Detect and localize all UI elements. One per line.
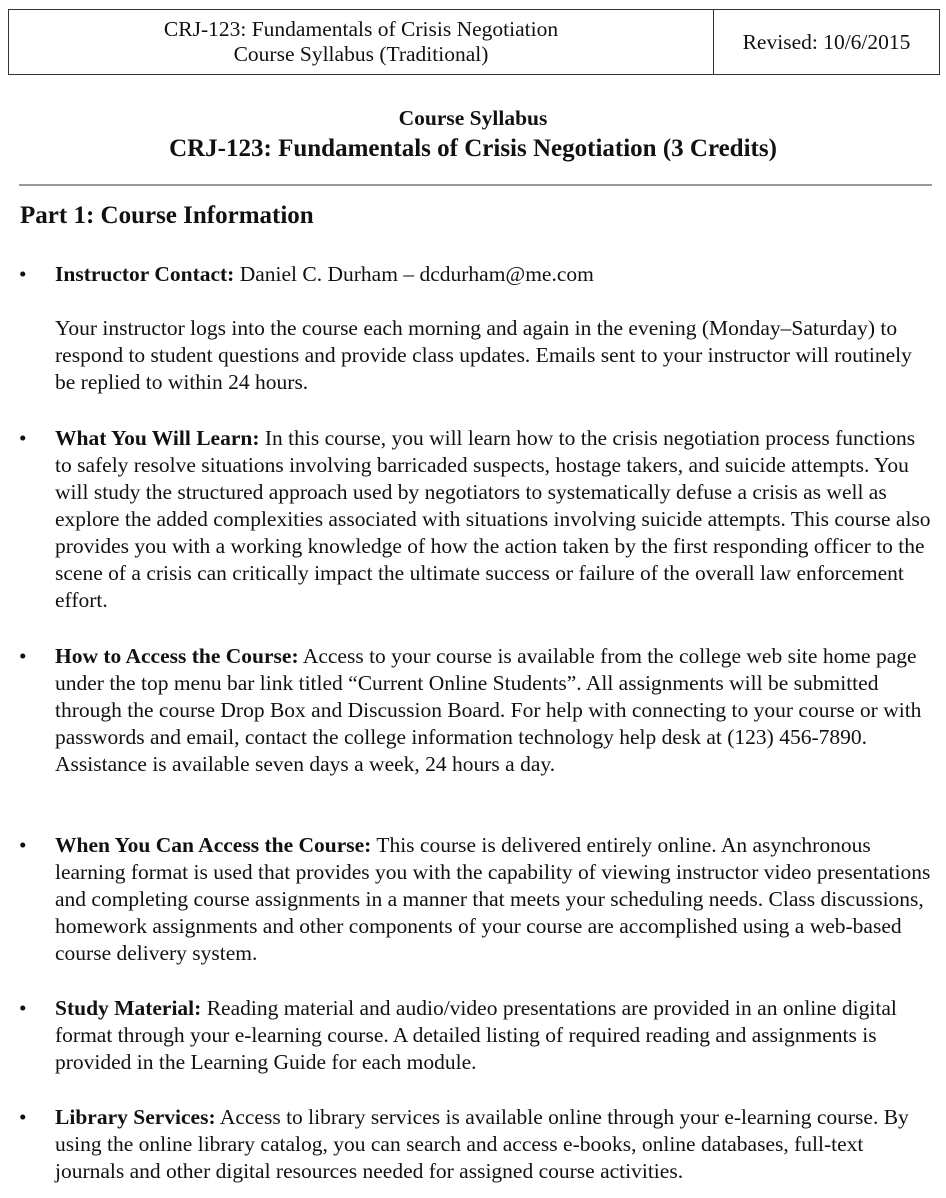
item-text xyxy=(55,643,935,778)
item-text xyxy=(55,1104,935,1185)
title-subheading: Course Syllabus xyxy=(398,106,548,130)
header-revised-date: Revised: 10/6/2015 xyxy=(742,29,911,54)
bullet-icon: • xyxy=(19,833,27,857)
item-body: Access to your course is available from the college web site home page under the top menu bar link titled “Current Online Students”. All assignments will be submitted through the course Drop Box and Discussion Board. For help with connecting to your course or with passwords and email, contact the college information technology help desk at (123) 456-7890. Assistance is available seven days a week, 24 hours a day. xyxy=(55,644,922,776)
bullet-icon: • xyxy=(19,262,27,286)
header-course-title: CRJ-123: Fundamentals of Crisis Negotiation xyxy=(163,17,559,41)
item-text xyxy=(55,425,935,614)
part1-heading: Part 1: Course Information xyxy=(20,202,314,229)
document-header xyxy=(8,9,940,75)
item-body: Reading material and audio/video presentations are provided in an online digital format through your e-learning course. A detailed listing of required reading and assignments is provided in the Learning Guide for each module. xyxy=(55,996,897,1074)
header-course-info xyxy=(9,10,714,74)
item-label: When You Can Access the Course: xyxy=(55,833,372,857)
bullet-icon: • xyxy=(19,1105,27,1129)
item-body: In this course, you will learn how to the crisis negotiation process functions to safely resolve situations involving barricaded suspects, hostage takers, and suicide attempts. You will study the structured approach used by negotiators to systematically defuse a crisis as well as explore the added complexities associated with situations involving suicide attempts. This course also provides you with a working knowledge of how the action taken by the first responding officer to the scene of a crisis can critically impact the ultimate success or failure of the overall law enforcement effort. xyxy=(55,426,931,612)
header-syllabus-type: Course Syllabus (Traditional) xyxy=(233,42,489,66)
item-label: Library Services: xyxy=(55,1105,216,1129)
item-label: Study Material: xyxy=(55,996,202,1020)
bullet-icon: • xyxy=(19,644,27,668)
item-body: Access to library services is available online through your e-learning course. By using the online library catalog, you can search and access e-books, online databases, full-text journals and other digital resources needed for assigned course activities. xyxy=(55,1105,909,1183)
item-text xyxy=(55,832,935,967)
item-body: Daniel C. Durham – dcdurham@me.com xyxy=(234,262,594,286)
item-label: Instructor Contact: xyxy=(55,262,235,286)
item-label: How to Access the Course: xyxy=(55,644,299,668)
title-divider xyxy=(19,184,932,186)
bullet-icon: • xyxy=(19,996,27,1020)
title-main: CRJ-123: Fundamentals of Crisis Negotiation (3 Credits) xyxy=(169,135,777,162)
item-text xyxy=(55,995,935,1076)
item-label: What You Will Learn: xyxy=(55,426,260,450)
bullet-icon: • xyxy=(19,426,27,450)
item-text xyxy=(55,261,935,288)
instructor-note: Your instructor logs into the course each morning and again in the evening (Monday–Saturday) to respond to student questions and provide class updates. Emails sent to your instructor will routinely be replied to within 24 hours. xyxy=(55,316,912,394)
document-title xyxy=(0,104,946,166)
item-body: This course is delivered entirely online. An asynchronous learning format is used that provides you with the capability of viewing instructor video presentations and completing course assignments in a manner that meets your scheduling needs. Class discussions, homework assignments and other components of your course are accomplished using a web-based course delivery system. xyxy=(55,833,931,965)
